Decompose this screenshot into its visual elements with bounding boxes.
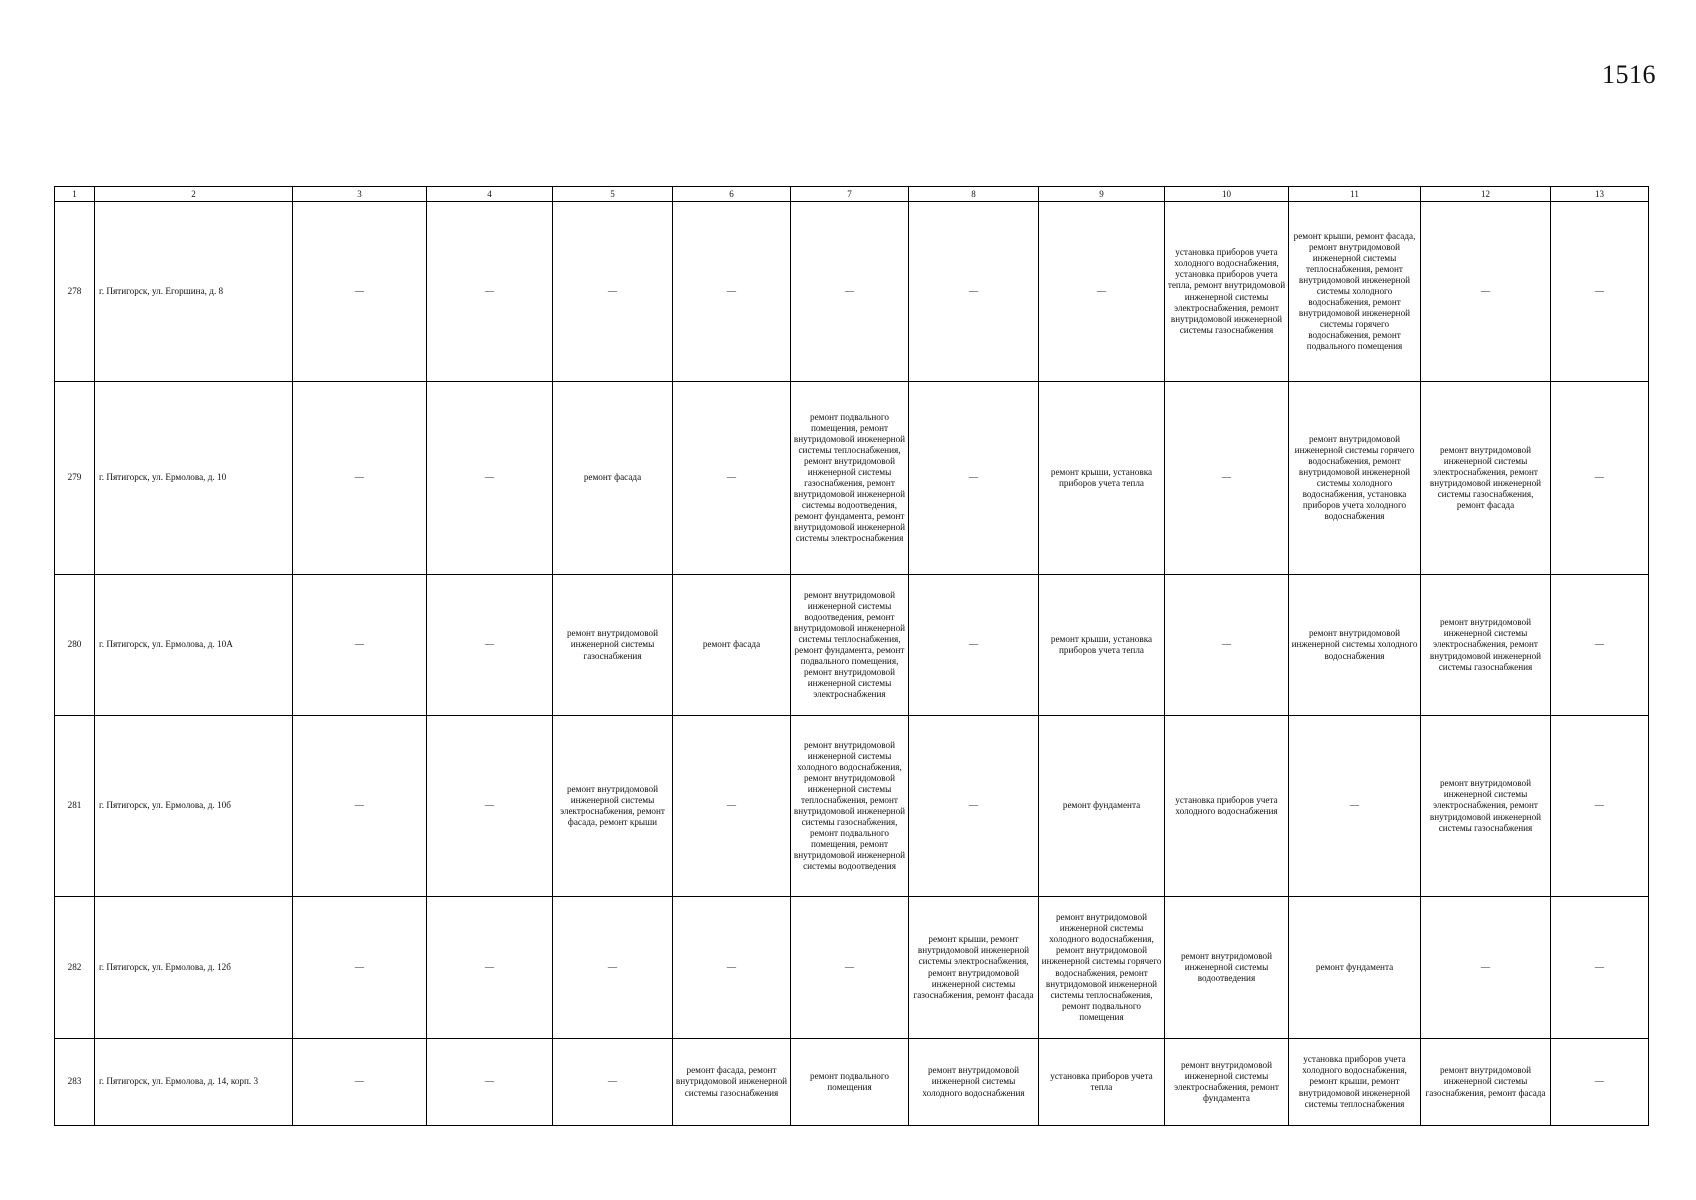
row-number: 278 xyxy=(55,202,95,382)
cell: — xyxy=(909,202,1039,382)
cell: ремонт крыши, ремонт внутридомовой инженерной системы электроснабжения, ремонт внутридомовой инженерной системы газоснабжения, ремонт фасада xyxy=(909,897,1039,1039)
cell: ремонт внутридомовой инженерной системы электроснабжения, ремонт фасада, ремонт крыши xyxy=(553,716,673,897)
cell: ремонт фасада xyxy=(673,575,791,716)
cell: ремонт подвального помещения xyxy=(791,1039,909,1126)
cell: — xyxy=(427,202,553,382)
cell: ремонт фасада, ремонт внутридомовой инженерной системы газоснабжения xyxy=(673,1039,791,1126)
row-number: 279 xyxy=(55,382,95,575)
address-cell: г. Пятигорск, ул. Ермолова, д. 12б xyxy=(95,897,293,1039)
table-row xyxy=(55,897,1649,1039)
cell: — xyxy=(673,716,791,897)
cell: — xyxy=(293,897,427,1039)
cell: ремонт внутридомовой инженерной системы электроснабжения, ремонт фундамента xyxy=(1165,1039,1289,1126)
row-number: 283 xyxy=(55,1039,95,1126)
cell: — xyxy=(293,575,427,716)
row-number: 282 xyxy=(55,897,95,1039)
table-row xyxy=(55,1039,1649,1126)
cell: ремонт внутридомовой инженерной системы холодного водоснабжения, ремонт внутридомовой инженерной системы теплоснабжения, ремонт внутридомовой инженерной системы газоснабжения, ремонт подвального помещения, ремонт внутридомовой инженерной системы водоотведения xyxy=(791,716,909,897)
address-cell: г. Пятигорск, ул. Ермолова, д. 10 xyxy=(95,382,293,575)
cell: — xyxy=(427,716,553,897)
cell: установка приборов учета холодного водоснабжения, ремонт крыши, ремонт внутридомовой инженерной системы теплоснабжения xyxy=(1289,1039,1421,1126)
cell: — xyxy=(673,202,791,382)
address-cell: г. Пятигорск, ул. Егоршина, д. 8 xyxy=(95,202,293,382)
column-number: 1 xyxy=(55,187,95,202)
table-row xyxy=(55,202,1649,382)
cell: — xyxy=(909,716,1039,897)
cell: установка приборов учета холодного водоснабжения xyxy=(1165,716,1289,897)
cell: — xyxy=(791,202,909,382)
cell: — xyxy=(293,716,427,897)
cell: ремонт подвального помещения, ремонт внутридомовой инженерной системы теплоснабжения, ремонт внутридомовой инженерной системы газоснабжения, ремонт внутридомовой инженерной системы водоотведения, ремонт фундамента, ремонт внутридомовой инженерной системы электроснабжения xyxy=(791,382,909,575)
cell: ремонт крыши, установка приборов учета тепла xyxy=(1039,382,1165,575)
cell: — xyxy=(553,897,673,1039)
cell: — xyxy=(1421,897,1551,1039)
column-number: 6 xyxy=(673,187,791,202)
cell: ремонт внутридомовой инженерной системы газоснабжения xyxy=(553,575,673,716)
cell: ремонт фундамента xyxy=(1289,897,1421,1039)
cell: — xyxy=(1421,202,1551,382)
cell: ремонт внутридомовой инженерной системы холодного водоснабжения xyxy=(909,1039,1039,1126)
cell: — xyxy=(293,382,427,575)
cell: — xyxy=(791,897,909,1039)
address-cell: г. Пятигорск, ул. Ермолова, д. 10А xyxy=(95,575,293,716)
repair-schedule-table xyxy=(54,186,1649,1126)
cell: — xyxy=(909,382,1039,575)
cell: — xyxy=(1551,382,1649,575)
cell: ремонт крыши, ремонт фасада, ремонт внутридомовой инженерной системы теплоснабжения, ремонт внутридомовой инженерной системы холодного водоснабжения, ремонт внутридомовой инженерной системы горячего водоснабжения, ремонт подвального помещения xyxy=(1289,202,1421,382)
cell: — xyxy=(553,202,673,382)
cell: — xyxy=(1551,1039,1649,1126)
cell: — xyxy=(1551,202,1649,382)
cell: — xyxy=(1165,382,1289,575)
cell: — xyxy=(909,575,1039,716)
cell: — xyxy=(427,1039,553,1126)
cell: — xyxy=(673,897,791,1039)
cell: ремонт фундамента xyxy=(1039,716,1165,897)
address-cell: г. Пятигорск, ул. Ермолова, д. 10б xyxy=(95,716,293,897)
column-number: 13 xyxy=(1551,187,1649,202)
cell: ремонт внутридомовой инженерной системы электроснабжения, ремонт внутридомовой инженерной системы газоснабжения xyxy=(1421,575,1551,716)
table-row xyxy=(55,382,1649,575)
cell: — xyxy=(293,202,427,382)
table-row xyxy=(55,575,1649,716)
cell: ремонт внутридомовой инженерной системы электроснабжения, ремонт внутридомовой инженерной системы газоснабжения xyxy=(1421,716,1551,897)
cell: — xyxy=(427,897,553,1039)
cell: ремонт внутридомовой инженерной системы водоотведения xyxy=(1165,897,1289,1039)
cell: — xyxy=(1289,716,1421,897)
row-number: 281 xyxy=(55,716,95,897)
cell: ремонт внутридомовой инженерной системы водоотведения, ремонт внутридомовой инженерной системы теплоснабжения, ремонт фундамента, ремонт подвального помещения, ремонт внутридомовой инженерной системы электроснабжения xyxy=(791,575,909,716)
cell: — xyxy=(1165,575,1289,716)
cell: ремонт внутридомовой инженерной системы холодного водоснабжения, ремонт внутридомовой инженерной системы горячего водоснабжения, ремонт внутридомовой инженерной системы теплоснабжения, ремонт подвального помещения xyxy=(1039,897,1165,1039)
address-cell: г. Пятигорск, ул. Ермолова, д. 14, корп. 3 xyxy=(95,1039,293,1126)
cell: ремонт фасада xyxy=(553,382,673,575)
cell: ремонт внутридомовой инженерной системы горячего водоснабжения, ремонт внутридомовой инженерной системы холодного водоснабжения, установка приборов учета холодного водоснабжения xyxy=(1289,382,1421,575)
column-number: 9 xyxy=(1039,187,1165,202)
cell: — xyxy=(1551,716,1649,897)
cell: ремонт внутридомовой инженерной системы газоснабжения, ремонт фасада xyxy=(1421,1039,1551,1126)
cell: ремонт внутридомовой инженерной системы электроснабжения, ремонт внутридомовой инженерной системы газоснабжения, ремонт фасада xyxy=(1421,382,1551,575)
column-number: 3 xyxy=(293,187,427,202)
cell: — xyxy=(293,1039,427,1126)
cell: — xyxy=(1551,897,1649,1039)
column-number: 2 xyxy=(95,187,293,202)
row-number: 280 xyxy=(55,575,95,716)
table-row xyxy=(55,716,1649,897)
cell: — xyxy=(673,382,791,575)
column-number: 4 xyxy=(427,187,553,202)
column-number: 12 xyxy=(1421,187,1551,202)
cell: ремонт внутридомовой инженерной системы холодного водоснабжения xyxy=(1289,575,1421,716)
cell: — xyxy=(1039,202,1165,382)
cell: — xyxy=(1551,575,1649,716)
cell: — xyxy=(427,575,553,716)
column-number: 5 xyxy=(553,187,673,202)
column-number-row xyxy=(55,187,1649,202)
cell: установка приборов учета тепла xyxy=(1039,1039,1165,1126)
cell: — xyxy=(553,1039,673,1126)
column-number: 10 xyxy=(1165,187,1289,202)
page-number: 1516 xyxy=(1602,60,1656,89)
column-number: 7 xyxy=(791,187,909,202)
cell: — xyxy=(427,382,553,575)
column-number: 8 xyxy=(909,187,1039,202)
cell: ремонт крыши, установка приборов учета тепла xyxy=(1039,575,1165,716)
column-number: 11 xyxy=(1289,187,1421,202)
cell: установка приборов учета холодного водоснабжения, установка приборов учета тепла, ремонт внутридомовой инженерной системы электроснабжения, ремонт внутридомовой инженерной системы газоснабжения xyxy=(1165,202,1289,382)
